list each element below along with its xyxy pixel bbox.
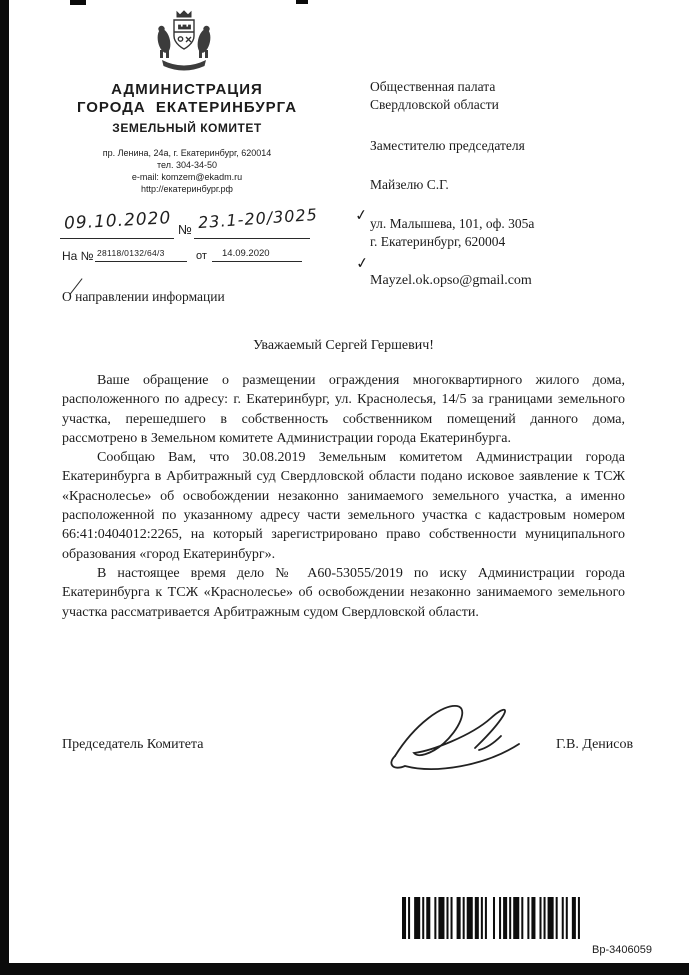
document-code: Вр-3406059 <box>592 944 652 956</box>
org-phone: тел. 304-34-50 <box>156 160 217 170</box>
reply-from-label: от <box>196 250 207 262</box>
reply-date-underline <box>212 261 302 262</box>
salutation: Уважаемый Сергей Гершевич! <box>253 338 434 353</box>
barcode <box>402 897 586 939</box>
body-paragraph-3: В настоящее время дело № А60-53055/2019 по иску Администрации города Екатеринбурга к ТСЖ «Краснолесье» об освобождении незаконно занимаемого земельного участка рассматривается Арбитражным судом Свердловской области. <box>62 565 625 620</box>
date-underline <box>60 238 174 239</box>
department-name: ЗЕМЕЛЬНЫЙ КОМИТЕТ <box>112 121 262 135</box>
org-address: пр. Ленина, 24а, г. Екатеринбург, 620014 <box>102 148 272 158</box>
signer-position: Председатель Комитета <box>62 737 204 752</box>
recipient-org-line1: Общественная палата <box>370 79 496 94</box>
outgoing-number-handwritten: 23.1-20/3025 <box>197 204 319 233</box>
number-underline <box>194 238 310 239</box>
outgoing-date-handwritten: 09.10.2020 <box>63 208 172 234</box>
recipient-name: Майзелю С.Г. <box>370 177 449 192</box>
recipient-position: Заместителю председателя <box>370 138 525 153</box>
org-website: http://екатеринбург.рф <box>141 184 233 194</box>
body-paragraph-1: Ваше обращение о размещении ограждения многоквартирного жилого дома, расположенного по адресу: г. Екатеринбург, ул. Краснолесья, 14/5 за границами земельного участка, перешедшего в собственность собственником помещений данного дома, рассмотрено в Земельном комитете Администрации города Екатеринбурга. <box>62 373 625 446</box>
recipient-org-line2: Свердловской области <box>370 97 499 112</box>
scan-artifact <box>296 0 308 4</box>
number-sign-label: № <box>178 222 192 237</box>
scan-edge-bottom <box>0 963 689 975</box>
reply-to-date: 14.09.2020 <box>222 248 270 259</box>
org-name-line1: АДМИНИСТРАЦИЯ <box>111 81 263 98</box>
recipient-email: Mayzel.ok.opso@gmail.com <box>370 273 532 288</box>
letter-body <box>62 371 625 622</box>
scan-artifact <box>70 0 86 5</box>
body-paragraph-2: Сообщаю Вам, что 30.08.2019 Земельным комитетом Администрации города Екатеринбурга в Арбитражный суд Свердловской области подано исковое заявление к ТСЖ «Краснолесье» об освобождении незаконно занимаемого земельного участка, а именно расположенной по указанному адресу части земельного участка с кадастровым номером 66:41:0404012:2265, на который зарегистрировано право собственности муниципального образования «город Екатеринбург». <box>62 450 625 562</box>
pen-checkmark-icon: ✓ <box>354 253 370 273</box>
handwritten-signature <box>383 696 535 780</box>
org-email: e-mail: komzem@ekadm.ru <box>131 172 243 182</box>
signer-name: Г.В. Денисов <box>556 737 634 752</box>
subject-line: О направлении информации <box>62 289 225 304</box>
scan-edge-left <box>0 0 9 975</box>
reply-to-label: На № <box>62 249 94 263</box>
pen-checkmark-icon: ✓ <box>353 205 369 225</box>
org-name-line2: ГОРОДА ЕКАТЕРИНБУРГА <box>76 99 298 116</box>
coat-of-arms-icon <box>152 8 216 78</box>
reply-to-number: 28118/0132/64/3 <box>97 248 165 258</box>
recipient-address-line1: ул. Малышева, 101, оф. 305а <box>370 216 535 231</box>
reply-number-underline <box>95 261 187 262</box>
recipient-address-line2: г. Екатеринбург, 620004 <box>370 234 506 249</box>
